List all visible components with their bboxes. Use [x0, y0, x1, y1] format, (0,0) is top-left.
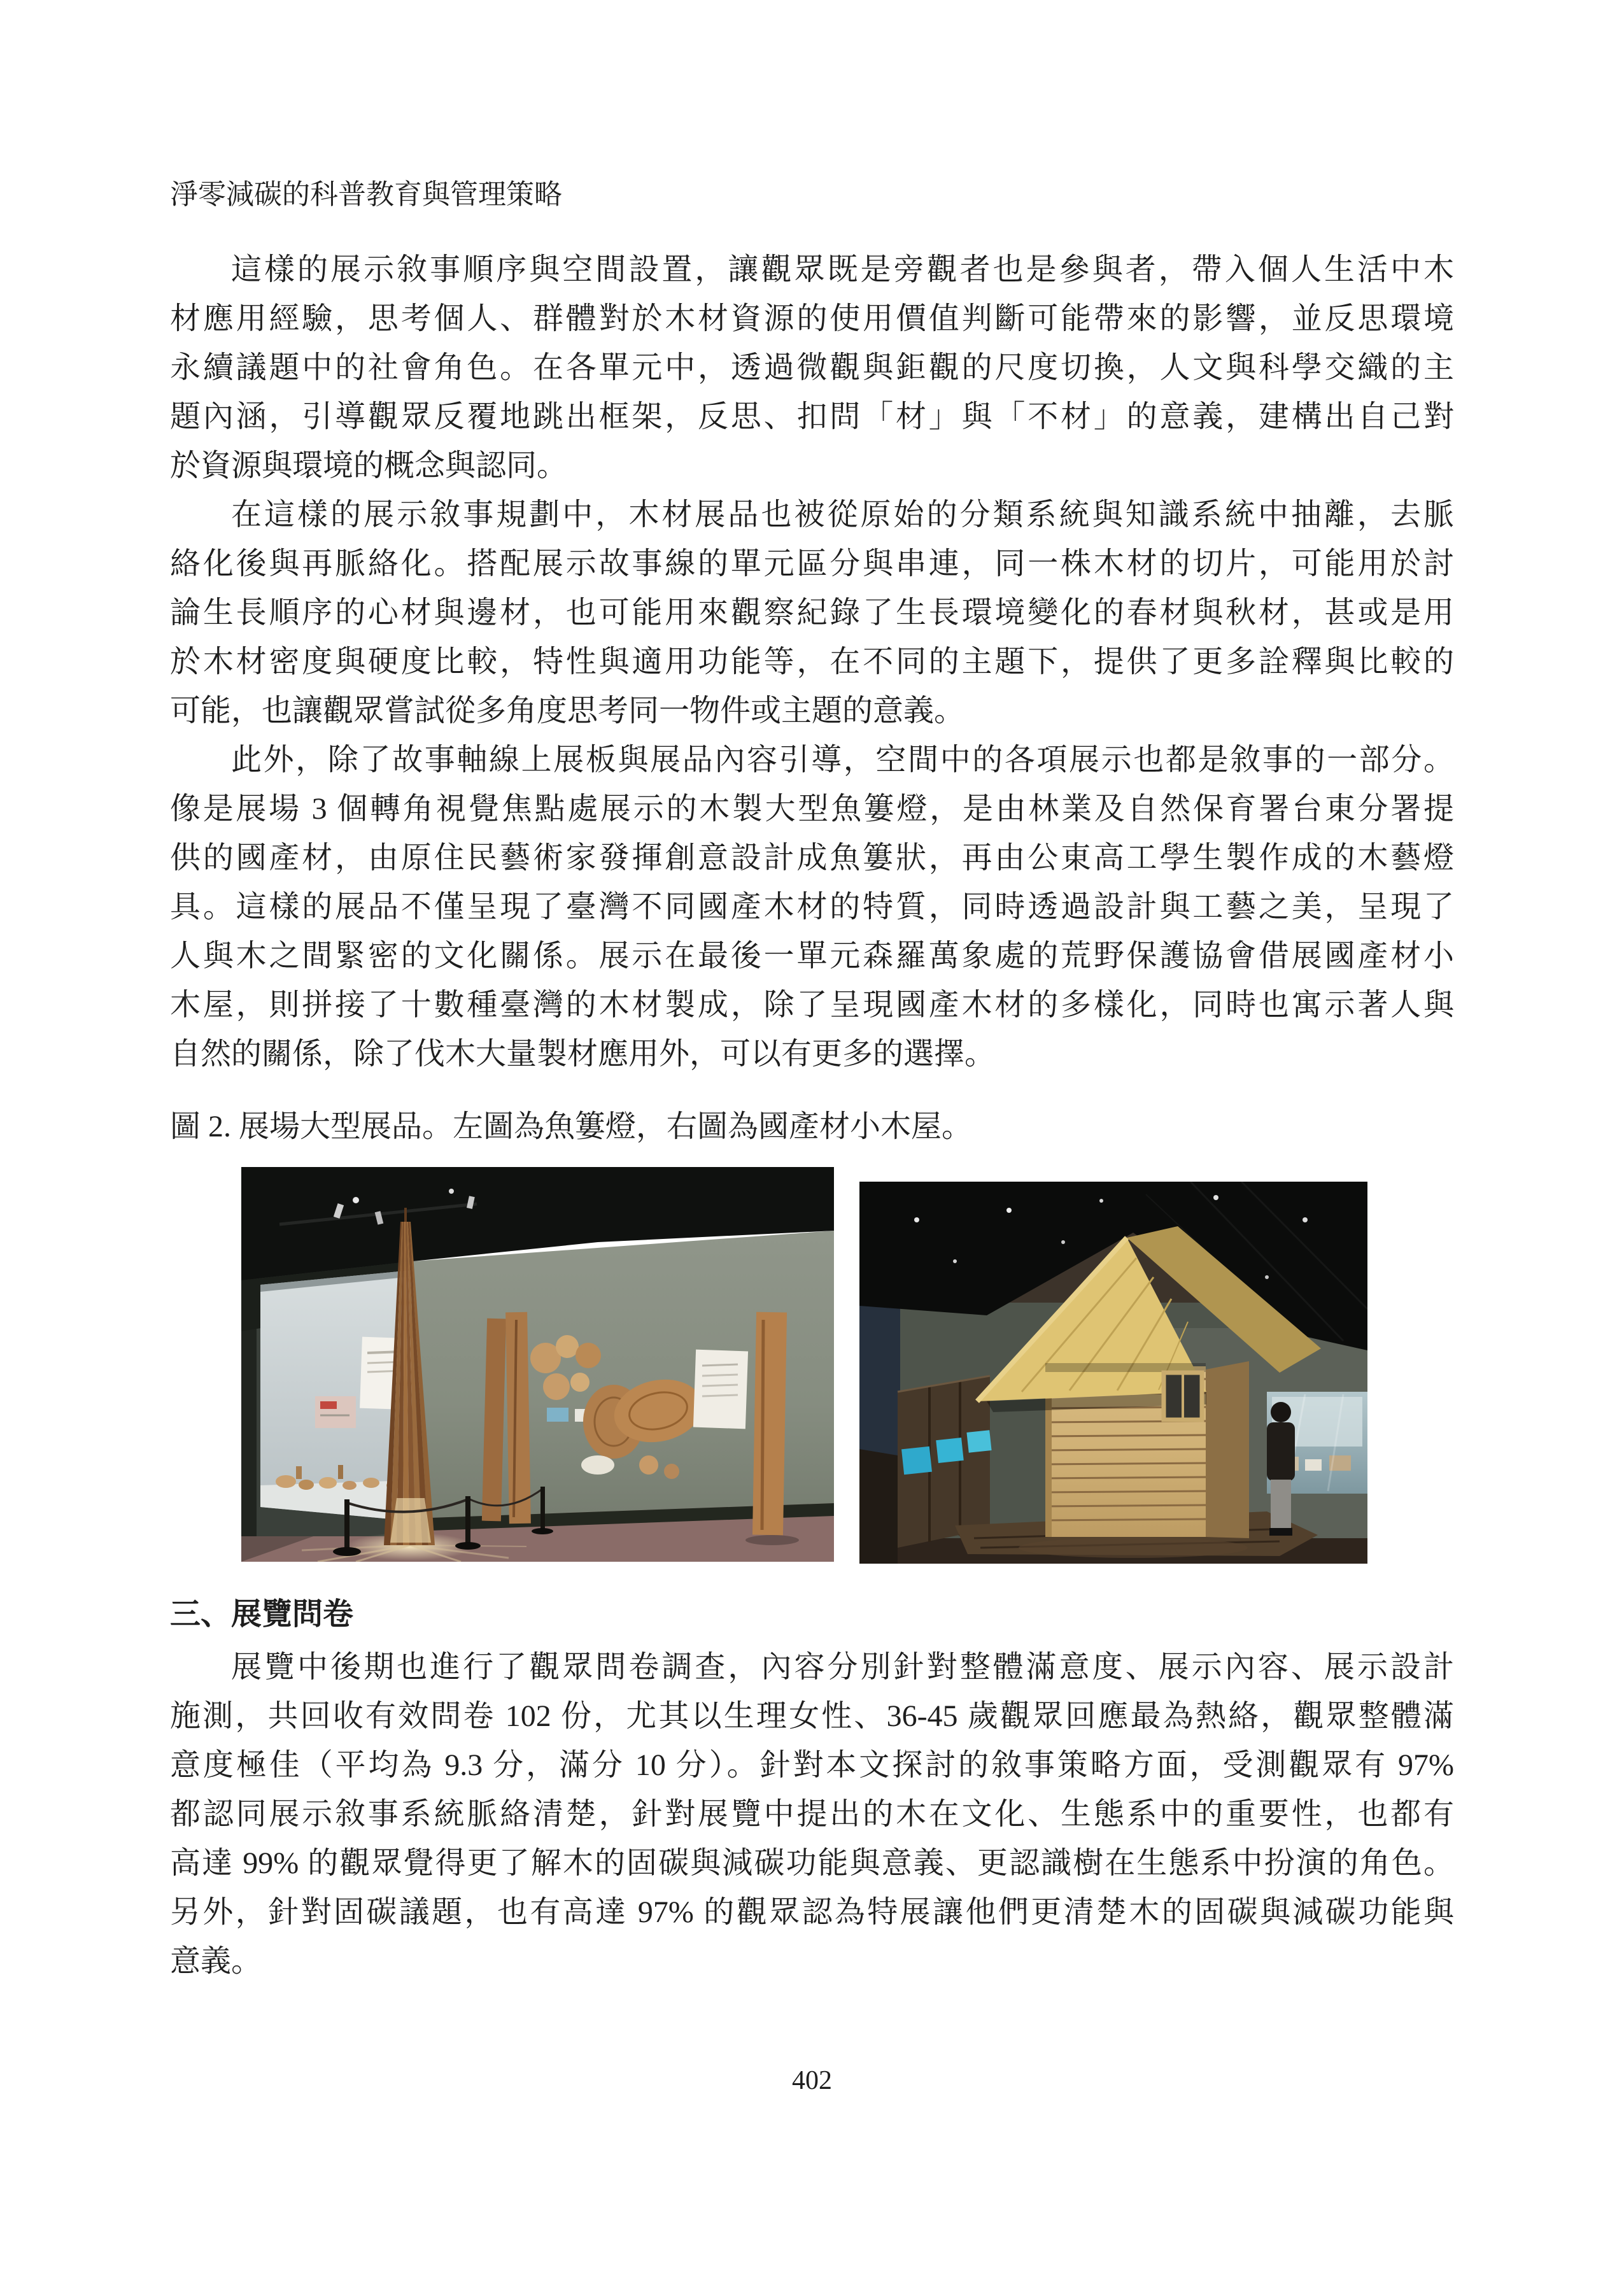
text-line: 在這樣的展示敘事規劃中，木材展品也被從原始的分類系統與知識系統中抽離，去脈 [231, 498, 1454, 532]
text-line: 木屋，則拼接了十數種臺灣的木材製成，除了呈現國產木材的多樣化，同時也寓示著人與 [170, 988, 1454, 1022]
paragraph [170, 245, 1454, 490]
page-number: 402 [792, 2066, 832, 2095]
text-line: 題內涵，引導觀眾反覆地跳出框架，反思、扣問「材」與「不材」的意義，建構出自己對 [170, 400, 1454, 434]
text-line: 永續議題中的社會角色。在各單元中，透過微觀與鉅觀的尺度切換，人文與科學交織的主 [170, 351, 1454, 385]
text-line: 供的國產材，由原住民藝術家發揮創意設計成魚簍狀，再由公東高工學生製作成的木藝燈 [170, 841, 1454, 875]
text-line: 意義。 [170, 1944, 262, 1978]
text-line: 此外，除了故事軸線上展板與展品內容引導，空間中的各項展示也都是敘事的一部分。 [231, 743, 1454, 777]
text-line: 施測，共回收有效問卷 102 份，尤其以生理女性、36-45 歲觀眾回應最為熱絡，觀眾整體滿 [170, 1699, 1454, 1733]
text-line: 材應用經驗，思考個人、群體對於木材資源的使用價值判斷可能帶來的影響，並反思環境 [170, 302, 1454, 336]
survey-paragraph [170, 1643, 1454, 1986]
section-heading: 三、展覽問卷 [170, 1597, 354, 1631]
running-header: 淨零減碳的科普教育與管理策略 [170, 179, 562, 210]
text-line: 這樣的展示敘事順序與空間設置，讓觀眾既是旁觀者也是參與者，帶入個人生活中木 [231, 253, 1454, 287]
paragraph [170, 1643, 1454, 1986]
text-line: 都認同展示敘事系統脈絡清楚，針對展覽中提出的木在文化、生態系中的重要性，也都有 [170, 1797, 1454, 1831]
text-line: 於木材密度與硬度比較，特性與適用功能等，在不同的主題下，提供了更多詮釋與比較的 [170, 645, 1454, 679]
figure-caption: 圖 2. 展場大型展品。左圖為魚簍燈，右圖為國產材小木屋。 [170, 1110, 973, 1143]
photo-wood-cabin [859, 1182, 1367, 1564]
text-line: 人與木之間緊密的文化關係。展示在最後一單元森羅萬象處的荒野保護協會借展國產材小 [170, 939, 1454, 973]
text-line: 論生長順序的心材與邊材，也可能用來觀察紀錄了生長環境變化的春材與秋材，甚或是用 [170, 596, 1454, 630]
text-line: 像是展場 3 個轉角視覺焦點處展示的木製大型魚簍燈，是由林業及自然保育署台東分署提 [170, 792, 1454, 826]
photo-fish-basket-lamp [241, 1167, 834, 1562]
kiosk-screens [898, 1376, 992, 1548]
paragraph [170, 735, 1454, 1079]
text-line: 於資源與環境的概念與認同。 [170, 449, 568, 483]
text-line: 另外，針對固碳議題，也有高達 97% 的觀眾認為特展讓他們更清楚木的固碳與減碳功能與 [170, 1895, 1454, 1929]
text-line: 意度極佳（平均為 9.3 分，滿分 10 分）。針對本文探討的敘事策略方面，受測觀眾有 97% [170, 1748, 1454, 1782]
text-line: 高達 99% 的觀眾覺得更了解木的固碳與減碳功能與意義、更認識樹在生態系中扮演的角色。 [170, 1846, 1454, 1880]
text-line: 可能，也讓觀眾嘗試從多角度思考同一物件或主題的意義。 [170, 694, 965, 728]
text-line: 具。這樣的展品不僅呈現了臺灣不同國產木材的特質，同時透過設計與工藝之美，呈現了 [170, 890, 1454, 924]
text-line: 絡化後與再脈絡化。搭配展示故事線的單元區分與串連，同一株木材的切片，可能用於討 [170, 547, 1454, 581]
body-text [170, 245, 1454, 1079]
paragraph [170, 490, 1454, 735]
text-line: 自然的關係，除了伐木大量製材應用外，可以有更多的選擇。 [170, 1037, 996, 1071]
text-line: 展覽中後期也進行了觀眾問卷調查，內容分別針對整體滿意度、展示內容、展示設計 [231, 1650, 1454, 1684]
